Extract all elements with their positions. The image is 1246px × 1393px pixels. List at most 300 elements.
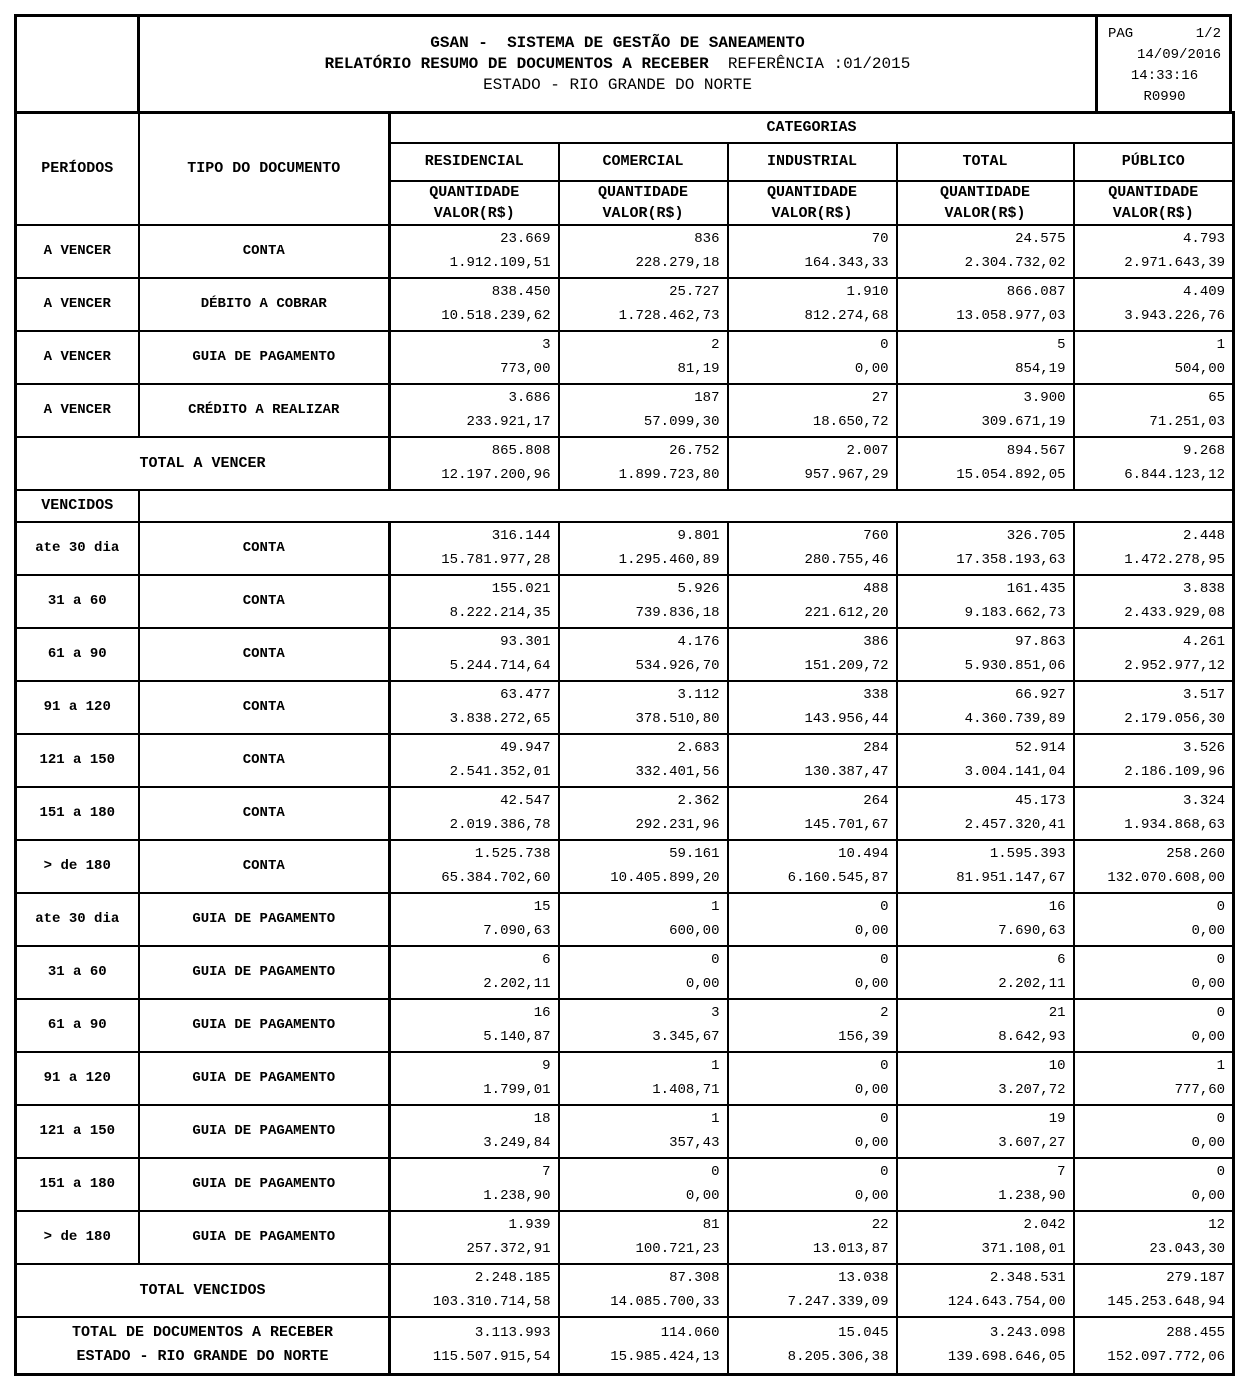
cell-residencial <box>390 734 559 787</box>
report-time: 14:33:16 <box>1130 68 1199 84</box>
col-header-comercial: COMERCIAL <box>559 143 728 181</box>
cell-total <box>897 384 1074 437</box>
amount-value: 2.202,11 <box>998 976 1066 992</box>
quantity-value: 15.045 <box>838 1325 889 1342</box>
cell-publico <box>1074 840 1234 893</box>
amount-value: 1.799,01 <box>483 1082 551 1098</box>
quantity-value: 70 <box>871 231 889 247</box>
cell-industrial <box>728 437 897 490</box>
col-header-periodos: PERÍODOS <box>16 113 139 225</box>
amount-value: 71.251,03 <box>1149 414 1226 430</box>
quantity-value: 10.494 <box>838 846 889 862</box>
cell-publico <box>1074 1105 1234 1158</box>
cell-publico <box>1074 946 1234 999</box>
cell-publico <box>1074 331 1234 384</box>
periodo-cell: 61 a 90 <box>16 628 139 681</box>
quantity-value: 114.060 <box>660 1325 720 1342</box>
tipo-cell: CONTA <box>139 787 390 840</box>
cell-industrial <box>728 1105 897 1158</box>
cell-comercial <box>559 787 728 840</box>
report-table <box>14 111 1235 1376</box>
data-row <box>16 1158 1234 1211</box>
tipo-cell: CONTA <box>139 840 390 893</box>
amount-value: 10.518.239,62 <box>441 308 551 324</box>
amount-value: 1.408,71 <box>652 1082 720 1098</box>
cell-comercial <box>559 734 728 787</box>
periodo-cell: 121 a 150 <box>16 1105 139 1158</box>
col-header-industrial: INDUSTRIAL <box>728 143 897 181</box>
cell-total <box>897 1105 1074 1158</box>
quantity-value: 9 <box>542 1058 551 1074</box>
tipo-cell: CONTA <box>139 522 390 575</box>
quantity-value: 161.435 <box>1006 581 1066 597</box>
quantity-value: 836 <box>694 231 720 247</box>
quantity-value: 18 <box>533 1111 551 1127</box>
cell-comercial <box>559 946 728 999</box>
cell-industrial <box>728 575 897 628</box>
cell-comercial <box>559 522 728 575</box>
cell-industrial <box>728 840 897 893</box>
cell-industrial <box>728 946 897 999</box>
cell-total <box>897 1317 1074 1375</box>
col-header-tipo: TIPO DO DOCUMENTO <box>139 113 390 225</box>
periodo-cell: A VENCER <box>16 384 139 437</box>
subheader-publico <box>1074 181 1234 225</box>
amount-value: 233.921,17 <box>466 414 551 430</box>
cell-industrial <box>728 1264 897 1317</box>
amount-value: 0,00 <box>685 976 720 992</box>
data-row <box>16 787 1234 840</box>
quantity-value: 97.863 <box>1015 634 1066 650</box>
cell-total <box>897 522 1074 575</box>
quantity-value: 93.301 <box>500 634 551 650</box>
amount-value: 739.836,18 <box>635 605 720 621</box>
quantity-value: 316.144 <box>491 528 551 544</box>
cell-comercial <box>559 384 728 437</box>
amount-value: 0,00 <box>1191 923 1226 939</box>
quantity-value: 2.348.531 <box>989 1270 1066 1286</box>
table-body <box>16 225 1234 1375</box>
cell-publico <box>1074 575 1234 628</box>
subheader-quantity-label: QUANTIDADE <box>1108 183 1199 201</box>
quantity-value: 10 <box>1048 1058 1066 1074</box>
cell-residencial <box>390 1105 559 1158</box>
report-title: RELATÓRIO RESUMO DE DOCUMENTOS A RECEBER <box>324 55 709 73</box>
quantity-value: 1 <box>711 1058 720 1074</box>
quantity-value: 16 <box>1048 899 1066 915</box>
cell-comercial <box>559 1264 728 1317</box>
amount-value: 23.043,30 <box>1149 1241 1226 1257</box>
quantity-value: 288.455 <box>1166 1325 1226 1342</box>
amount-value: 15.985.424,13 <box>610 1349 720 1366</box>
cell-comercial <box>559 1211 728 1264</box>
amount-value: 6.160.545,87 <box>787 870 889 886</box>
data-row <box>16 278 1234 331</box>
quantity-value: 2.007 <box>846 443 889 459</box>
quantity-value: 3.517 <box>1183 687 1226 703</box>
quantity-value: 1 <box>1216 337 1226 353</box>
amount-value: 1.238,90 <box>998 1188 1066 1204</box>
cell-publico <box>1074 1211 1234 1264</box>
quantity-value: 3.900 <box>1023 390 1066 406</box>
amount-value: 3.345,67 <box>652 1029 720 1045</box>
cell-residencial <box>390 1317 559 1375</box>
amount-value: 2.179.056,30 <box>1124 711 1226 727</box>
report-code: R0990 <box>1143 89 1186 105</box>
total-label-line1: TOTAL DE DOCUMENTOS A RECEBER <box>71 1324 334 1342</box>
report-title-block <box>140 17 1095 111</box>
col-header-categorias: CATEGORIAS <box>390 113 1234 143</box>
tipo-cell: GUIA DE PAGAMENTO <box>139 1211 390 1264</box>
cell-total <box>897 999 1074 1052</box>
tipo-cell: GUIA DE PAGAMENTO <box>139 1158 390 1211</box>
cell-industrial <box>728 1158 897 1211</box>
amount-value: 145.701,67 <box>804 817 889 833</box>
amount-value: 0,00 <box>685 1188 720 1204</box>
quantity-value: 2.362 <box>677 793 720 809</box>
grand-row <box>16 1317 1234 1375</box>
quantity-value: 0 <box>1216 1164 1226 1180</box>
quantity-value: 45.173 <box>1015 793 1066 809</box>
amount-value: 292.231,96 <box>635 817 720 833</box>
amount-value: 2.952.977,12 <box>1124 658 1226 674</box>
cell-publico <box>1074 522 1234 575</box>
periodo-cell: A VENCER <box>16 225 139 278</box>
reference-label: REFERÊNCIA :01/2015 <box>727 55 911 73</box>
quantity-value: 24.575 <box>1015 231 1066 247</box>
quantity-value: 3.324 <box>1183 793 1226 809</box>
page-number-line <box>1108 24 1221 45</box>
section-row <box>16 490 1234 522</box>
amount-value: 280.755,46 <box>804 552 889 568</box>
quantity-value: 838.450 <box>491 284 551 300</box>
amount-value: 124.643.754,00 <box>947 1294 1066 1310</box>
subheader-industrial <box>728 181 897 225</box>
cell-comercial <box>559 628 728 681</box>
cell-residencial <box>390 1211 559 1264</box>
total-label-line2: ESTADO - RIO GRANDE DO NORTE <box>76 1348 329 1366</box>
cell-industrial <box>728 1052 897 1105</box>
amount-value: 357,43 <box>669 1135 720 1151</box>
quantity-value: 279.187 <box>1166 1270 1226 1286</box>
quantity-value: 4.793 <box>1183 231 1226 247</box>
amount-value: 7.090,63 <box>483 923 551 939</box>
quantity-value: 488 <box>863 581 889 597</box>
cell-total <box>897 1158 1074 1211</box>
cell-publico <box>1074 999 1234 1052</box>
quantity-value: 49.947 <box>500 740 551 756</box>
quantity-value: 3 <box>542 337 551 353</box>
amount-value: 2.186.109,96 <box>1124 764 1226 780</box>
periodo-cell: 61 a 90 <box>16 999 139 1052</box>
amount-value: 1.238,90 <box>483 1188 551 1204</box>
quantity-value: 0 <box>880 1058 889 1074</box>
cell-publico <box>1074 681 1234 734</box>
amount-value: 3.004.141,04 <box>964 764 1066 780</box>
cell-total <box>897 437 1074 490</box>
cell-comercial <box>559 331 728 384</box>
quantity-value: 63.477 <box>500 687 551 703</box>
periodo-cell: 91 a 120 <box>16 681 139 734</box>
cell-residencial <box>390 787 559 840</box>
quantity-value: 258.260 <box>1166 846 1226 862</box>
periodo-cell: A VENCER <box>16 331 139 384</box>
cell-residencial <box>390 522 559 575</box>
quantity-value: 1.910 <box>846 284 889 300</box>
subheader-residencial <box>390 181 559 225</box>
tipo-cell: CRÉDITO A REALIZAR <box>139 384 390 437</box>
quantity-value: 21 <box>1048 1005 1066 1021</box>
quantity-value: 22 <box>871 1217 889 1233</box>
cell-industrial <box>728 225 897 278</box>
subheader-total <box>897 181 1074 225</box>
amount-value: 812.274,68 <box>804 308 889 324</box>
quantity-value: 7 <box>542 1164 551 1180</box>
cell-publico <box>1074 1264 1234 1317</box>
cell-residencial <box>390 628 559 681</box>
quantity-value: 0 <box>1216 1005 1226 1021</box>
data-row <box>16 384 1234 437</box>
cell-comercial <box>559 999 728 1052</box>
quantity-value: 9.268 <box>1183 443 1226 459</box>
cell-comercial <box>559 1105 728 1158</box>
amount-value: 5.140,87 <box>483 1029 551 1045</box>
quantity-value: 3.526 <box>1183 740 1226 756</box>
total-label <box>16 1317 390 1375</box>
quantity-value: 7 <box>1057 1164 1066 1180</box>
cell-publico <box>1074 628 1234 681</box>
cell-publico <box>1074 787 1234 840</box>
quantity-value: 1.525.738 <box>474 846 551 862</box>
quantity-value: 4.409 <box>1183 284 1226 300</box>
quantity-value: 2.448 <box>1183 528 1226 544</box>
amount-value: 0,00 <box>1191 1135 1226 1151</box>
cell-residencial <box>390 893 559 946</box>
report-header <box>14 14 1232 114</box>
subheader-value-label: VALOR(R$) <box>602 204 684 222</box>
quantity-value: 2 <box>711 337 720 353</box>
cell-residencial <box>390 225 559 278</box>
amount-value: 156,39 <box>838 1029 889 1045</box>
data-row <box>16 840 1234 893</box>
data-row <box>16 734 1234 787</box>
amount-value: 152.097.772,06 <box>1107 1349 1226 1366</box>
cell-total <box>897 628 1074 681</box>
amount-value: 0,00 <box>854 1135 889 1151</box>
quantity-value: 19 <box>1048 1111 1066 1127</box>
amount-value: 2.971.643,39 <box>1124 255 1226 271</box>
amount-value: 9.183.662,73 <box>964 605 1066 621</box>
amount-value: 143.956,44 <box>804 711 889 727</box>
cell-industrial <box>728 522 897 575</box>
cell-comercial <box>559 225 728 278</box>
quantity-value: 894.567 <box>1006 443 1066 459</box>
quantity-value: 4.176 <box>677 634 720 650</box>
amount-value: 0,00 <box>854 1188 889 1204</box>
amount-value: 2.202,11 <box>483 976 551 992</box>
cell-publico <box>1074 384 1234 437</box>
quantity-value: 6 <box>1057 952 1066 968</box>
quantity-value: 2.683 <box>677 740 720 756</box>
amount-value: 773,00 <box>500 361 551 377</box>
amount-value: 3.607,27 <box>998 1135 1066 1151</box>
quantity-value: 155.021 <box>491 581 551 597</box>
amount-value: 1.934.868,63 <box>1124 817 1226 833</box>
data-row <box>16 681 1234 734</box>
amount-value: 3.838.272,65 <box>449 711 551 727</box>
cell-comercial <box>559 1158 728 1211</box>
cell-total <box>897 893 1074 946</box>
amount-value: 5.244.714,64 <box>449 658 551 674</box>
periodo-cell: ate 30 dia <box>16 893 139 946</box>
total-row <box>16 1264 1234 1317</box>
quantity-value: 66.927 <box>1015 687 1066 703</box>
cell-comercial <box>559 278 728 331</box>
quantity-value: 1 <box>711 899 720 915</box>
quantity-value: 1 <box>1216 1058 1226 1074</box>
tipo-cell: CONTA <box>139 628 390 681</box>
amount-value: 17.358.193,63 <box>956 552 1066 568</box>
quantity-value: 0 <box>1216 899 1226 915</box>
quantity-value: 3 <box>711 1005 720 1021</box>
amount-value: 600,00 <box>669 923 720 939</box>
cell-industrial <box>728 384 897 437</box>
cell-comercial <box>559 681 728 734</box>
cell-residencial <box>390 999 559 1052</box>
quantity-value: 2.248.185 <box>474 1270 551 1286</box>
amount-value: 81.951.147,67 <box>956 870 1066 886</box>
cell-publico <box>1074 893 1234 946</box>
page-value: 1/2 <box>1195 26 1221 42</box>
cell-publico <box>1074 437 1234 490</box>
subheader-quantity-label: QUANTIDADE <box>597 183 688 201</box>
cell-industrial <box>728 331 897 384</box>
cell-publico <box>1074 225 1234 278</box>
quantity-value: 2 <box>880 1005 889 1021</box>
cell-residencial <box>390 1158 559 1211</box>
subheader-value-label: VALOR(R$) <box>1112 204 1194 222</box>
amount-value: 132.070.608,00 <box>1107 870 1226 886</box>
quantity-value: 13.038 <box>838 1270 889 1286</box>
header-row-categorias <box>16 113 1234 143</box>
periodo-cell: > de 180 <box>16 840 139 893</box>
cell-residencial <box>390 681 559 734</box>
amount-value: 151.209,72 <box>804 658 889 674</box>
tipo-cell: CONTA <box>139 225 390 278</box>
amount-value: 6.844.123,12 <box>1124 467 1226 483</box>
amount-value: 3.207,72 <box>998 1082 1066 1098</box>
header-empty-cell <box>17 17 140 111</box>
cell-industrial <box>728 734 897 787</box>
tipo-cell: GUIA DE PAGAMENTO <box>139 893 390 946</box>
quantity-value: 0 <box>1216 1111 1226 1127</box>
tipo-cell: GUIA DE PAGAMENTO <box>139 999 390 1052</box>
cell-industrial <box>728 278 897 331</box>
data-row <box>16 1052 1234 1105</box>
quantity-value: 5.926 <box>677 581 720 597</box>
cell-comercial <box>559 840 728 893</box>
quantity-value: 23.669 <box>500 231 551 247</box>
amount-value: 14.085.700,33 <box>610 1294 720 1310</box>
cell-total <box>897 734 1074 787</box>
data-row <box>16 522 1234 575</box>
cell-industrial <box>728 787 897 840</box>
cell-publico <box>1074 1317 1234 1375</box>
amount-value: 228.279,18 <box>635 255 720 271</box>
quantity-value: 1 <box>711 1111 720 1127</box>
periodo-cell: 151 a 180 <box>16 787 139 840</box>
amount-value: 65.384.702,60 <box>441 870 551 886</box>
tipo-cell: GUIA DE PAGAMENTO <box>139 946 390 999</box>
quantity-value: 9.801 <box>677 528 720 544</box>
cell-residencial <box>390 278 559 331</box>
subheader-value-label: VALOR(R$) <box>433 204 515 222</box>
periodo-cell: 31 a 60 <box>16 946 139 999</box>
cell-comercial <box>559 1317 728 1375</box>
subheader-value-label: VALOR(R$) <box>944 204 1026 222</box>
amount-value: 1.472.278,95 <box>1124 552 1226 568</box>
amount-value: 13.013,87 <box>812 1241 889 1257</box>
cell-publico <box>1074 1052 1234 1105</box>
quantity-value: 1.595.393 <box>989 846 1066 862</box>
amount-value: 1.295.460,89 <box>618 552 720 568</box>
quantity-value: 0 <box>880 952 889 968</box>
amount-value: 0,00 <box>1191 976 1226 992</box>
cell-comercial <box>559 575 728 628</box>
quantity-value: 3.243.098 <box>989 1325 1066 1342</box>
tipo-cell: GUIA DE PAGAMENTO <box>139 331 390 384</box>
cell-industrial <box>728 893 897 946</box>
cell-total <box>897 225 1074 278</box>
tipo-cell: GUIA DE PAGAMENTO <box>139 1052 390 1105</box>
quantity-value: 5 <box>1057 337 1066 353</box>
amount-value: 139.698.646,05 <box>947 1349 1066 1366</box>
total-label: TOTAL A VENCER <box>16 437 390 490</box>
tipo-cell: CONTA <box>139 734 390 787</box>
cell-comercial <box>559 893 728 946</box>
cell-residencial <box>390 575 559 628</box>
amount-value: 5.930.851,06 <box>964 658 1066 674</box>
quantity-value: 3.113.993 <box>474 1325 551 1342</box>
quantity-value: 3.112 <box>677 687 720 703</box>
cell-total <box>897 575 1074 628</box>
amount-value: 332.401,56 <box>635 764 720 780</box>
cell-industrial <box>728 681 897 734</box>
amount-value: 15.054.892,05 <box>956 467 1066 483</box>
quantity-value: 264 <box>863 793 889 809</box>
col-header-total: TOTAL <box>897 143 1074 181</box>
amount-value: 130.387,47 <box>804 764 889 780</box>
cell-total <box>897 1052 1074 1105</box>
amount-value: 100.721,23 <box>635 1241 720 1257</box>
cell-total <box>897 681 1074 734</box>
data-row <box>16 1105 1234 1158</box>
cell-comercial <box>559 1052 728 1105</box>
quantity-value: 87.308 <box>669 1270 720 1286</box>
amount-value: 2.541.352,01 <box>449 764 551 780</box>
quantity-value: 865.808 <box>491 443 551 459</box>
cell-publico <box>1074 278 1234 331</box>
quantity-value: 0 <box>880 899 889 915</box>
cell-residencial <box>390 840 559 893</box>
amount-value: 103.310.714,58 <box>432 1294 551 1310</box>
amount-value: 115.507.915,54 <box>432 1349 551 1366</box>
amount-value: 309.671,19 <box>981 414 1066 430</box>
periodo-cell: 91 a 120 <box>16 1052 139 1105</box>
amount-value: 8.222.214,35 <box>449 605 551 621</box>
quantity-value: 866.087 <box>1006 284 1066 300</box>
periodo-cell: > de 180 <box>16 1211 139 1264</box>
